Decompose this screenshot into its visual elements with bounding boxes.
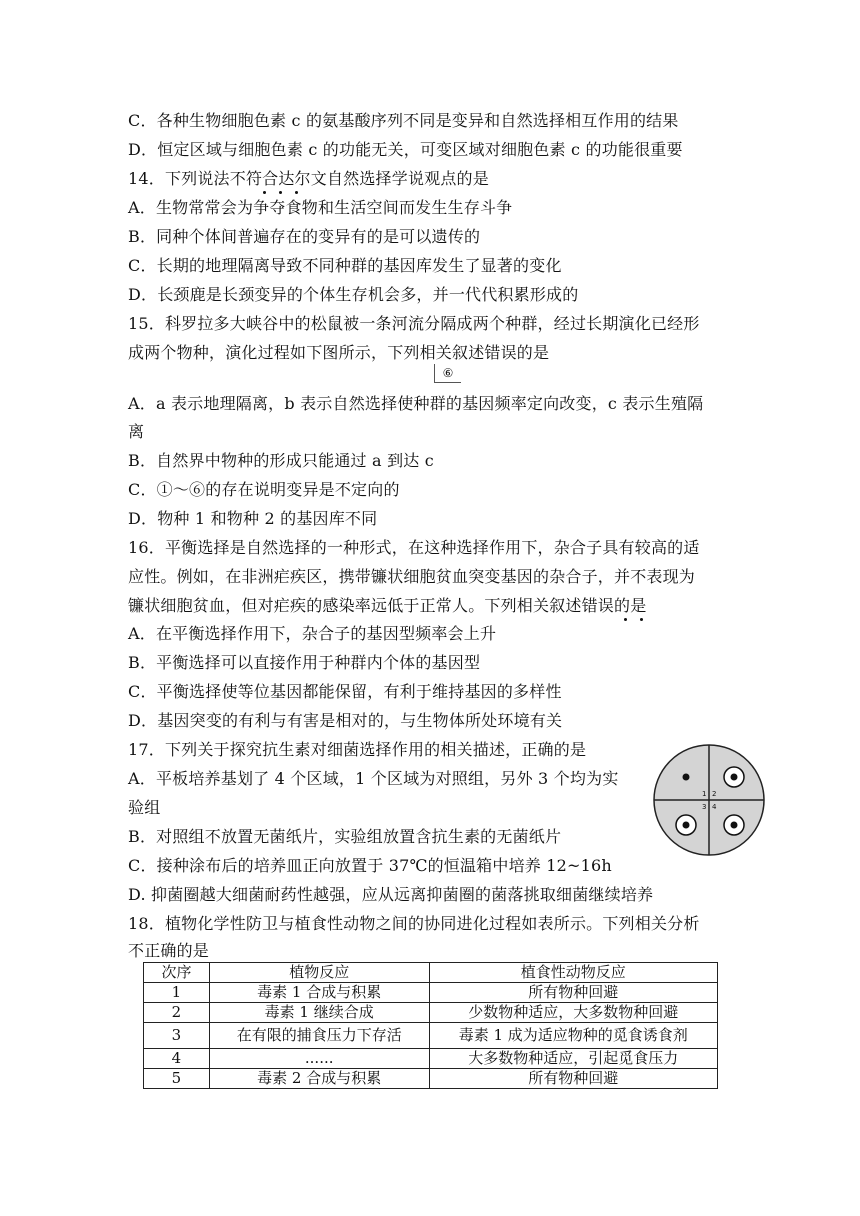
table-cell: 少数物种适应，大多数物种回避 bbox=[429, 1003, 718, 1023]
table-row bbox=[144, 1049, 718, 1069]
region-label-2: 2 bbox=[712, 790, 717, 798]
region-label-1: 1 bbox=[702, 790, 707, 798]
table-cell: 毒素 1 继续合成 bbox=[209, 1003, 429, 1023]
petri-dish-diagram bbox=[652, 743, 766, 857]
q15-option-d: D．物种 1 和物种 2 的基因库不同 bbox=[128, 509, 378, 528]
q15-option-b: B．自然界中物种的形成只能通过 a 到达 c bbox=[128, 451, 434, 470]
disc-center bbox=[731, 822, 738, 829]
emphasis-dot bbox=[640, 618, 643, 621]
region-label-3: 3 bbox=[702, 803, 707, 811]
table-header-cell: 植食性动物反应 bbox=[429, 963, 718, 983]
table-cell: 2 bbox=[144, 1003, 210, 1023]
emphasis-dot bbox=[279, 191, 282, 194]
emphasis-dot bbox=[295, 191, 298, 194]
region-label-4: 4 bbox=[712, 803, 717, 811]
q17-option-c: C．接种涂布后的培养皿正向放置于 37℃的恒温箱中培养 12~16h bbox=[128, 856, 612, 875]
table-row bbox=[144, 1023, 718, 1049]
table-cell: 毒素 2 合成与积累 bbox=[209, 1069, 429, 1089]
q13-option-d: D．恒定区域与细胞色素 c 的功能无关，可变区域对细胞色素 c 的功能很重要 bbox=[128, 140, 683, 159]
q15-option-a: A．a 表示地理隔离，b 表示自然选择使种群的基因频率定向改变，c 表示生殖隔 bbox=[128, 394, 704, 413]
q14-stem: 14．下列说法不符合达尔文自然选择学说观点的是 bbox=[128, 169, 489, 188]
q17-option-b: B．对照组不放置无菌纸片，实验组放置含抗生素的无菌纸片 bbox=[128, 827, 562, 846]
table-cell: 毒素 1 成为适应物种的觅食诱食剂 bbox=[429, 1023, 718, 1049]
control-dot bbox=[683, 774, 690, 781]
q16-option-d: D．基因突变的有利与有害是相对的，与生物体所处环境有关 bbox=[128, 711, 563, 730]
table-header-row bbox=[144, 963, 718, 983]
table-row bbox=[144, 1069, 718, 1089]
q15-option-a-cont: 离 bbox=[128, 422, 145, 441]
q15-stem-line2: 成两个物种，演化过程如下图所示，下列相关叙述错误的是 bbox=[128, 343, 550, 362]
table-cell: 3 bbox=[144, 1023, 210, 1049]
table-cell: 1 bbox=[144, 983, 210, 1003]
q17-option-d: D. 抑菌圈越大细菌耐药性越强，应从远离抑菌圈的菌落挑取细菌继续培养 bbox=[128, 885, 654, 904]
q17-option-a: A．平板培养基划了 4 个区域，1 个区域为对照组，另外 3 个均为实 bbox=[128, 769, 619, 788]
table-header-cell: 植物反应 bbox=[209, 963, 429, 983]
table-cell: 毒素 1 合成与积累 bbox=[209, 983, 429, 1003]
disc-center bbox=[731, 774, 738, 781]
q16-option-b: B．平衡选择可以直接作用于种群内个体的基因型 bbox=[128, 653, 481, 672]
coevolution-table bbox=[143, 962, 718, 1089]
q16-option-a: A．在平衡选择作用下，杂合子的基因型频率会上升 bbox=[128, 624, 497, 643]
table-row bbox=[144, 983, 718, 1003]
q18-stem-line2: 不正确的是 bbox=[128, 941, 210, 960]
table-cell: 4 bbox=[144, 1049, 210, 1069]
figure-placeholder: ⑥ bbox=[434, 364, 461, 383]
table-cell: 5 bbox=[144, 1069, 210, 1089]
q17-option-a-cont: 验组 bbox=[128, 798, 161, 817]
q16-stem-line2: 应性。例如，在非洲疟疾区，携带镰状细胞贫血突变基因的杂合子，并不表现为 bbox=[128, 567, 696, 586]
table-cell: ...... bbox=[209, 1049, 429, 1069]
q16-stem-line1: 16．平衡选择是自然选择的一种形式，在这种选择作用下，杂合子具有较高的适 bbox=[128, 538, 700, 557]
q16-option-c: C．平衡选择使等位基因都能保留，有利于维持基因的多样性 bbox=[128, 682, 562, 701]
disc-center bbox=[683, 822, 690, 829]
q17-stem: 17．下列关于探究抗生素对细菌选择作用的相关描述，正确的是 bbox=[128, 740, 587, 759]
q16-stem-line3: 镰状细胞贫血，但对疟疾的感染率远低于正常人。下列相关叙述错误的是 bbox=[128, 596, 647, 615]
q18-stem-line1: 18．植物化学性防卫与植食性动物之间的协同进化过程如表所示。下列相关分析 bbox=[128, 914, 700, 933]
emphasis-dot bbox=[263, 191, 266, 194]
q15-option-c: C．①～⑥的存在说明变异是不定向的 bbox=[128, 480, 400, 499]
table-cell: 大多数物种适应，引起觅食压力 bbox=[429, 1049, 718, 1069]
table-header-cell: 次序 bbox=[144, 963, 210, 983]
q14-option-a: A．生物常常会为争夺食物和生活空间而发生生存斗争 bbox=[128, 198, 513, 217]
q13-option-c: C．各种生物细胞色素 c 的氨基酸序列不同是变异和自然选择相互作用的结果 bbox=[128, 111, 679, 130]
q15-stem-line1: 15．科罗拉多大峡谷中的松鼠被一条河流分隔成两个种群，经过长期演化已经形 bbox=[128, 314, 700, 333]
q14-option-c: C．长期的地理隔离导致不同种群的基因库发生了显著的变化 bbox=[128, 256, 562, 275]
table-cell: 在有限的捕食压力下存活 bbox=[209, 1023, 429, 1049]
q14-option-d: D．长颈鹿是长颈变异的个体生存机会多，并一代代积累形成的 bbox=[128, 285, 579, 304]
table-row bbox=[144, 1003, 718, 1023]
q14-option-b: B．同种个体间普遍存在的变异有的是可以遗传的 bbox=[128, 227, 481, 246]
emphasis-dot bbox=[624, 618, 627, 621]
table-cell: 所有物种回避 bbox=[429, 983, 718, 1003]
table-cell: 所有物种回避 bbox=[429, 1069, 718, 1089]
